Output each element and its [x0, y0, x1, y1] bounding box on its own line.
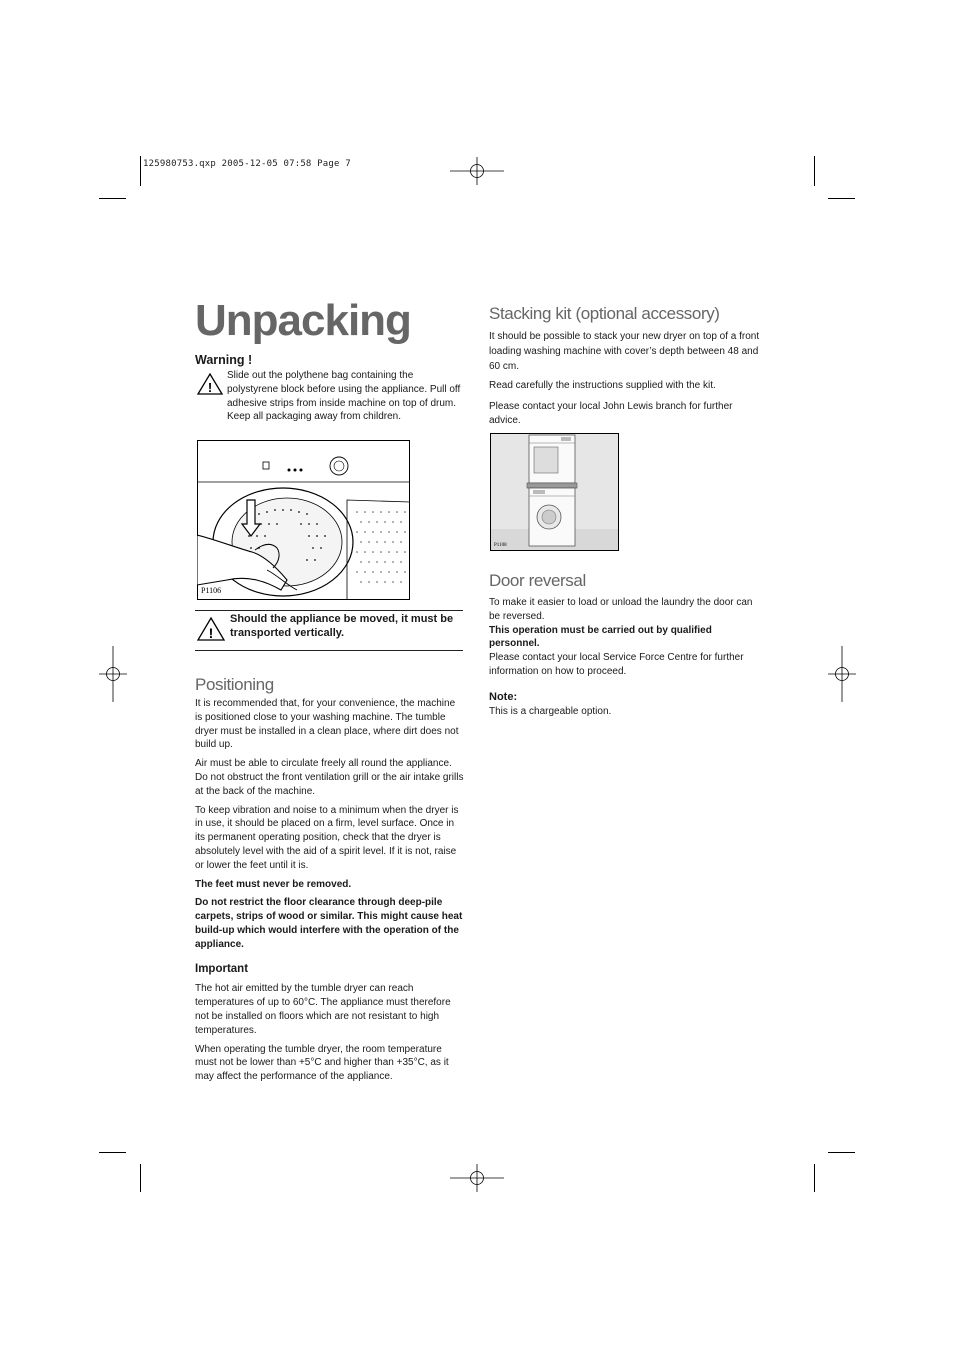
registration-mark-left: [99, 646, 127, 702]
stacking-heading: Stacking kit (optional accessory): [489, 304, 720, 323]
note-text: This is a chargeable option.: [489, 705, 612, 717]
positioning-p4: The feet must never be removed.: [195, 878, 352, 890]
file-slug: 125980753.qxp 2005-12-05 07:58 Page 7: [143, 159, 351, 169]
svg-text:!: !: [208, 625, 214, 641]
warning-icon: [197, 372, 223, 396]
door-p2: This operation must be carried out by qualified personnel.: [489, 624, 712, 650]
warning-text-children: Keep all packaging away from children.: [227, 411, 401, 423]
positioning-p3: To keep vibration and noise to a minimum when the dryer is in use, it should be placed on a firm, level surface. Once in its permanent operating position, check that the dryer is absolutely level with the aid of a spirit level. If it is not, raise or lower the feet until it is.: [195, 804, 459, 871]
svg-text:!: !: [207, 380, 213, 395]
positioning-heading: Positioning: [195, 675, 274, 694]
positioning-p5: Do not restrict the floor clearance through deep-pile carpets, strips of wood or similar. This might cause heat build-up which would interfere with the operation of the appliance.: [195, 897, 463, 950]
move-warning-rule-bottom: [195, 650, 463, 651]
page-title: Unpacking: [195, 296, 411, 345]
stacking-p1: It should be possible to stack your new dryer on top of a front loading washing machine with cover’s depth between 48 and 60 cm.: [489, 331, 760, 372]
door-heading: Door reversal: [489, 571, 586, 590]
move-warning-icon: [197, 616, 225, 642]
important-heading: Important: [195, 962, 249, 975]
stacking-p2: Read carefully the instructions supplied with the kit.: [489, 380, 716, 392]
figure2-label: P1108: [494, 543, 507, 548]
warning-heading: Warning !: [195, 353, 253, 367]
move-warning-rule-top: [195, 610, 463, 611]
warning-text-main: Slide out the polythene bag containing the polystyrene block before using the appliance. Pull off adhesive strips from inside machine on top of drum.: [227, 370, 461, 409]
registration-mark-top: [450, 157, 504, 185]
move-warning-text: Should the appliance be moved, it must be transported vertically.: [230, 613, 454, 639]
door-p3: Please contact your local Service Force Centre for further information on how to proceed.: [489, 652, 744, 677]
stacking-p3: Please contact your local John Lewis branch for further advice.: [489, 401, 733, 426]
note-heading: Note:: [489, 690, 518, 703]
figure1-label: P1106: [201, 586, 222, 595]
warning-text: [227, 369, 463, 424]
positioning-p2: Air must be able to circulate freely all round the appliance. Do not obstruct the front ventilation grill or the air intake grills at the back of the machine.: [195, 758, 464, 797]
registration-mark-right: [828, 646, 856, 702]
door-p1: To make it easier to load or unload the laundry the door can be reversed.: [489, 597, 753, 622]
positioning-body: [195, 697, 465, 1089]
door-body: [489, 596, 764, 718]
positioning-p1: It is recommended that, for your convenience, the machine is positioned close to your washing machine. The tumble dryer must be installed in a clean place, where dirt does not build up.: [195, 698, 459, 751]
dryer-drum-illustration: [197, 440, 410, 600]
registration-mark-bottom: [450, 1164, 504, 1192]
positioning-p7: When operating the tumble dryer, the room temperature must not be lower than +5°C and higher than +35°C, as it may affect the performance of the appliance.: [195, 1043, 449, 1083]
stacked-appliances-illustration: [490, 433, 619, 551]
positioning-p6: The hot air emitted by the tumble dryer can reach temperatures of up to 60°C. The appliance must therefore not be installed on floors which are not resistant to high temperatures.: [195, 983, 451, 1036]
stacking-body: [489, 330, 761, 433]
